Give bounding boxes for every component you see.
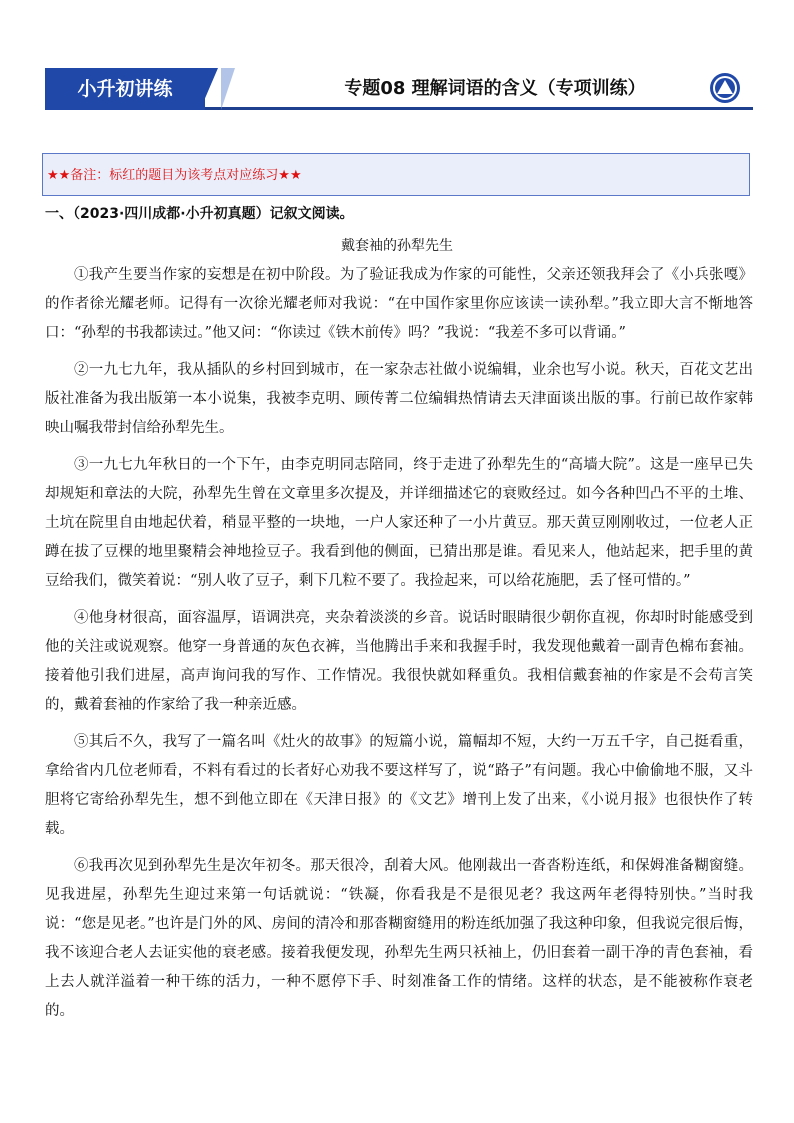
paragraph: ③一九七九年秋日的一个下午，由李克明同志陪同，终于走进了孙犁先生的“高墙大院”。这是一座早已失却规矩和章法的大院，孙犁先生曾在文章里多次提及，并详细描述它的衰败经过。如今各种凹凸不平的土堆、土坑在院里自由地起伏着，稍显平整的一块地，一户人家还种了一小片黄豆。那天黄豆刚刚收过，一位老人正蹲在拔了豆棵的地里聚精会神地捡豆子。我看到他的侧面，已猜出那是谁。看见来人，他站起来，把手里的黄豆给我们，微笑着说：“别人收了豆子，剩下几粒不要了。我捡起来，可以给花施肥，丢了怪可惜的。” (45, 457, 753, 589)
paragraph: ⑤其后不久，我写了一篇名叫《灶火的故事》的短篇小说，篇幅却不短，大约一万五千字，自己挺看重，拿给省内几位老师看，不料有看过的长者好心劝我不要这样写了，说“路子”有问题。我心中偷偷地不服，又斗胆将它寄给孙犁先生，想不到他立即在《天津日报》的《文艺》增刊上发了出来，《小说月报》也很快作了转载。 (45, 734, 753, 837)
paragraph: ①我产生要当作家的妄想是在初中阶段。为了验证我成为作家的可能性，父亲还领我拜会了《小兵张嘎》的作者徐光耀老师。记得有一次徐光耀老师对我说：“在中国作家里你应该读一读孙犁。”我立即大言不惭地答口：“孙犁的书我都读过。”他又问：“你读过《铁木前传》吗？”我说：“我差不多可以背诵。” (45, 267, 753, 341)
header-slant (200, 68, 218, 110)
page-title: 专题08 理解词语的含义（专项训练） (344, 78, 646, 99)
page-header (45, 68, 753, 110)
paragraph: ⑥我再次见到孙犁先生是次年初冬。那天很冷，刮着大风。他刚裁出一沓沓粉连纸，和保姆准备糊窗缝。见我进屋，孙犁先生迎过来第一句话就说：“铁凝，你看我是不是很见老？我这两年老得特别快。”当时我说：“您是见老。”也许是门外的风、房间的清冷和那沓糊窗缝用的粉连纸加强了我这种印象，但我说完很后悔，我不该迎合老人去证实他的衰老感。接着我便发现，孙犁先生两只袄袖上，仍旧套着一副干净的青色套袖，看上去人就洋溢着一种干练的活力，一种不愿停下手、时刻准备工作的情绪。这样的状态，是不能被称作衰老的。 (45, 858, 753, 1019)
header-accent-stripe (221, 68, 235, 110)
question-title: 一、（2023·四川成都·小升初真题）记叙文阅读。 (45, 206, 354, 222)
header-section-label: 小升初讲练 (45, 68, 205, 110)
note-box: ★★备注：标红的题目为该考点对应练习★★ (42, 153, 750, 196)
triangle-logo-icon (709, 72, 741, 104)
paragraph: ②一九七九年，我从插队的乡村回到城市，在一家杂志社做小说编辑，业余也写小说。秋天，百花文艺出版社准备为我出版第一本小说集，我被李克明、顾传菁二位编辑热情请去天津面谈出版的事。行前已故作家韩映山嘱我带封信给孙犁先生。 (45, 362, 753, 436)
article-title: 戴套袖的孙犁先生 (341, 238, 453, 254)
paragraph: ④他身材很高，面容温厚，语调洪亮，夹杂着淡淡的乡音。说话时眼睛很少朝你直视，你却时时能感受到他的关注或说观察。他穿一身普通的灰色衣裤，当他腾出手来和我握手时，我发现他戴着一副青色棉布套袖。接着他引我们进屋，高声询问我的写作、工作情况。我很快就如释重负。我相信戴套袖的作家是不会苟言笑的，戴着套袖的作家给了我一种亲近感。 (45, 610, 753, 713)
article-body (45, 261, 753, 1034)
